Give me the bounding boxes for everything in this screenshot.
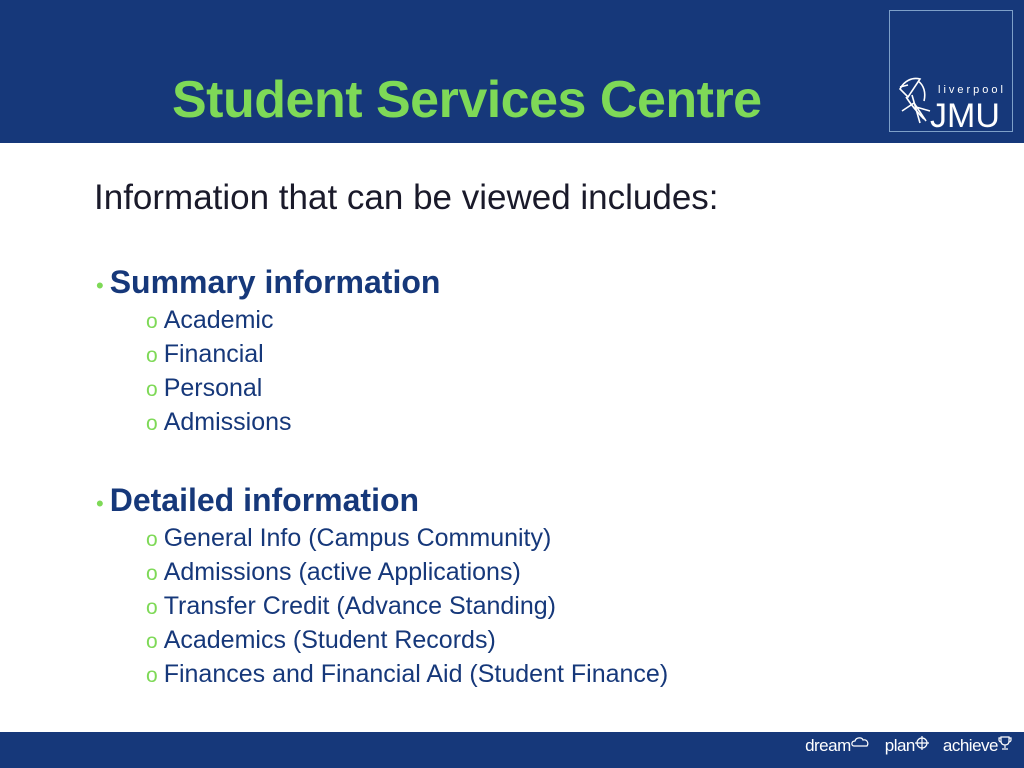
trophy-icon [998,736,1012,750]
list-item [146,555,668,589]
footer-bar [0,732,1024,768]
logo-top-text: liverpool [938,84,1006,96]
compass-icon [915,736,929,750]
tagline-word [943,736,1012,756]
section-heading: Summary information [109,264,441,300]
bullet-dot-icon: • [96,273,104,298]
list-item [146,405,490,439]
list-item [146,371,490,405]
intro-text: Information that can be viewed includes: [94,178,719,217]
circle-bullet-icon: o [146,344,158,367]
circle-bullet-icon: o [146,562,158,585]
tagline-plan: plan [884,736,915,755]
circle-bullet-icon: o [146,528,158,551]
circle-bullet-icon: o [146,378,158,401]
summary-list [146,303,490,439]
circle-bullet-icon: o [146,412,158,435]
list-item [146,657,668,691]
list-item-text: Financial [163,340,264,368]
section-detailed [96,482,669,691]
tagline-word [885,736,929,756]
header-bar [0,0,1024,143]
list-item-text: Admissions (active Applications) [163,558,521,586]
bullet-heading [96,484,618,517]
list-item-text: Admissions [163,408,292,436]
list-item-text: Academics (Student Records) [163,626,496,654]
logo-main-text: JMU [930,97,1000,133]
liver-bird-icon [900,78,930,123]
bullet-dot-icon: • [96,491,104,516]
circle-bullet-icon: o [146,664,158,687]
circle-bullet-icon: o [146,630,158,653]
list-item [146,589,668,623]
section-heading: Detailed information [109,482,420,518]
circle-bullet-icon: o [146,310,158,333]
list-item [146,303,490,337]
list-item-text: Academic [163,306,274,334]
list-item-text: Personal [163,374,263,402]
bullet-heading [96,266,440,299]
tagline [805,736,1012,756]
list-item-text: Finances and Financial Aid (Student Finance) [163,660,669,688]
list-item [146,337,490,371]
detailed-list [146,521,668,691]
list-item-text: Transfer Credit (Advance Standing) [163,592,556,620]
page-title: Student Services Centre [172,71,762,129]
tagline-word [805,736,871,756]
circle-bullet-icon: o [146,596,158,619]
university-logo [889,10,1013,132]
section-summary [96,266,440,439]
tagline-dream: dream [805,736,851,755]
list-item [146,521,668,555]
list-item [146,623,668,657]
list-item-text: General Info (Campus Community) [163,524,552,552]
tagline-achieve: achieve [942,736,998,755]
cloud-icon [851,736,871,748]
